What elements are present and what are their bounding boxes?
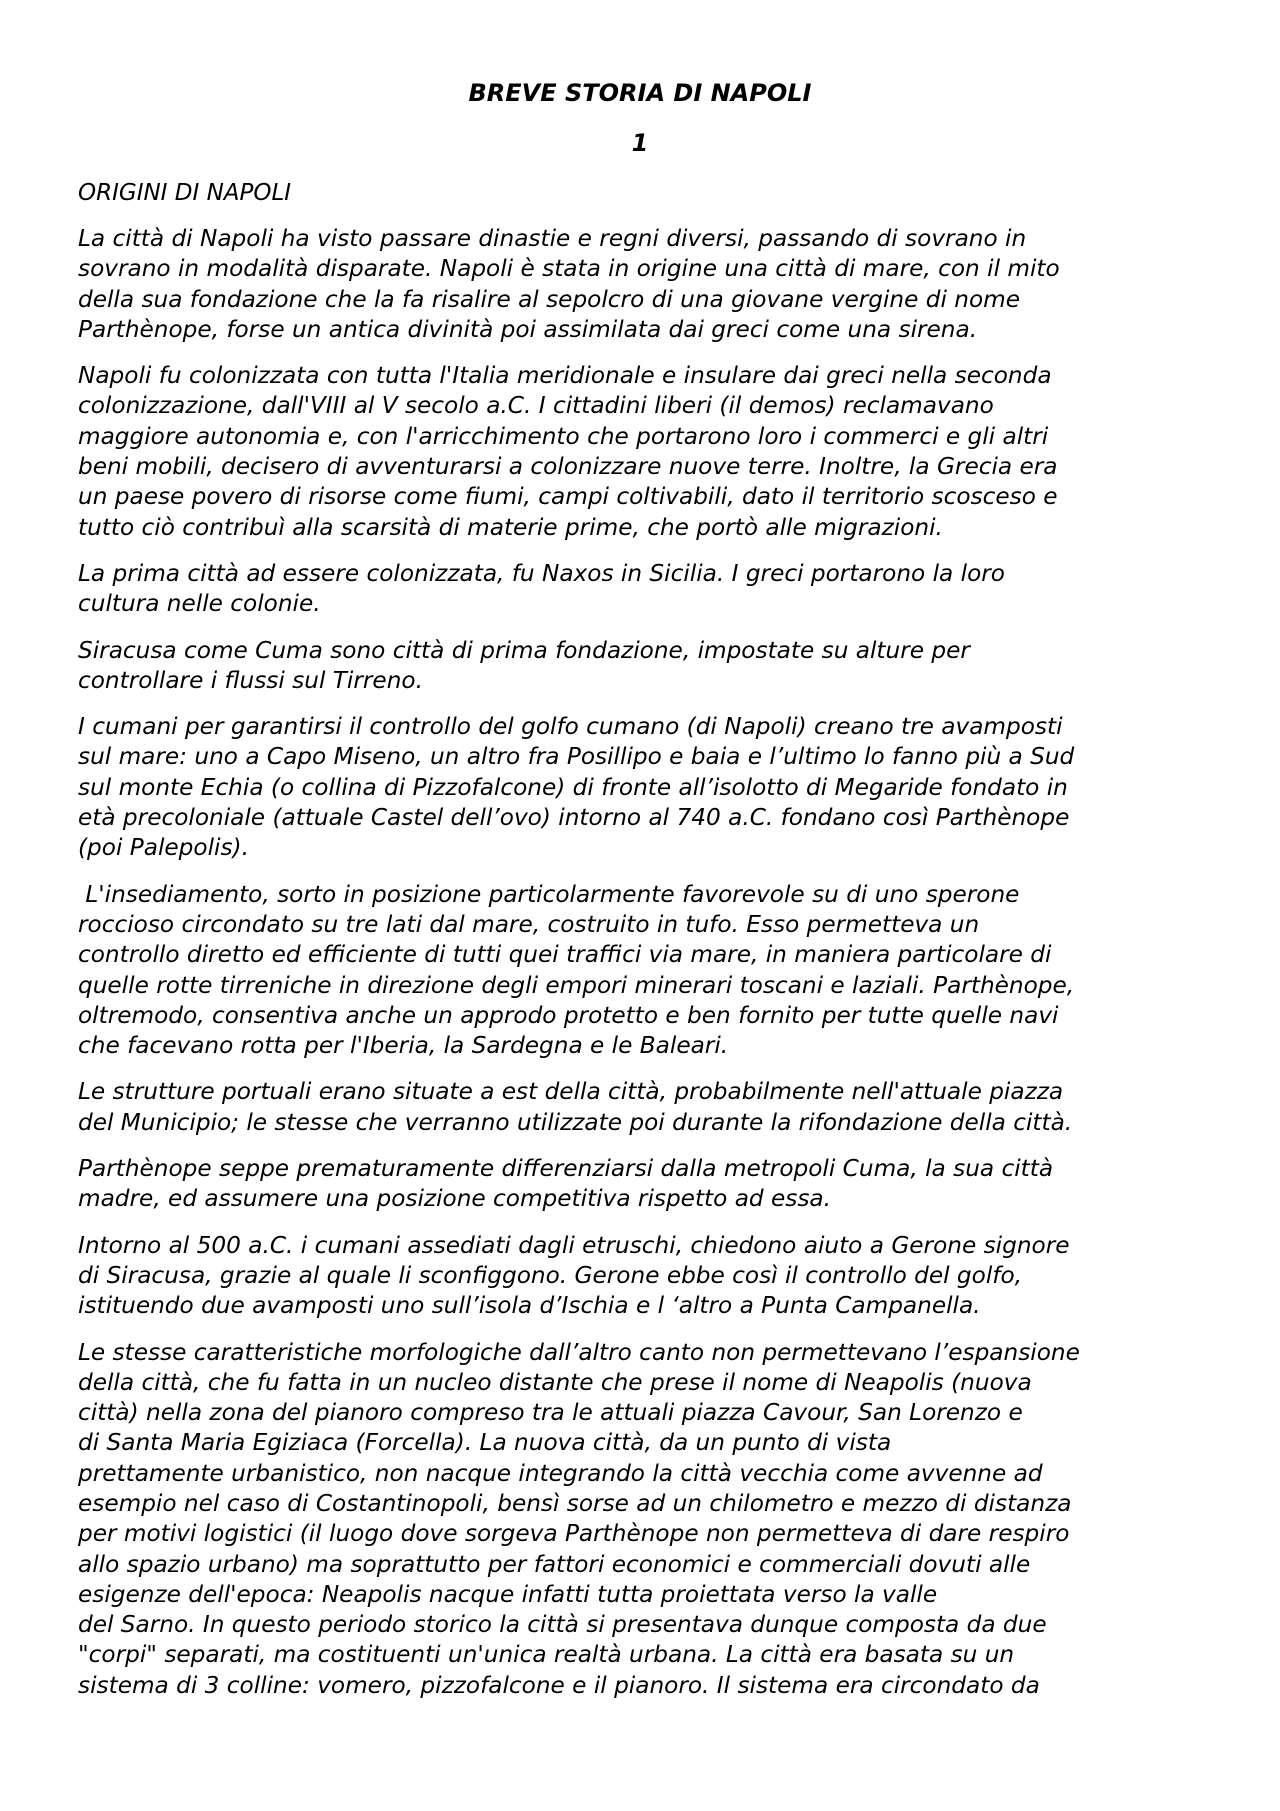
text-line: sul mare: uno a Capo Miseno, un altro fra Posillipo e baia e l’ultimo lo fanno più a Sud xyxy=(78,743,1075,771)
paragraph xyxy=(78,559,1208,620)
text-line: per motivi logistici (il luogo dove sorgeva Parthènope non permetteva di dare respiro xyxy=(78,1520,1070,1548)
text-line: I cumani per garantirsi il controllo del golfo cumano (di Napoli) creano tre avamposti xyxy=(78,713,1063,741)
text-line: controllare i flussi sul Tirreno. xyxy=(78,666,423,694)
text-line: cultura nelle colonie. xyxy=(78,590,321,618)
text-line: colonizzazione, dall'VIII al V secolo a.C. I cittadini liberi (il demos) reclamavano xyxy=(78,392,994,420)
text-line: tutto ciò contribuì alla scarsità di materie prime, che portò alle migrazioni. xyxy=(78,513,943,541)
text-line: della sua fondazione che la fa risalire al sepolcro di una giovane vergine di nome xyxy=(78,285,1021,313)
text-line: sistema di 3 colline: vomero, pizzofalcone e il pianoro. Il sistema era circondato da xyxy=(78,1671,1040,1699)
text-line: sul monte Echia (o collina di Pizzofalcone) di fronte all’isolotto di Megaride fondato in xyxy=(78,773,1068,801)
document-title: BREVE STORIA DI NAPOLI xyxy=(468,79,812,107)
text-line: Napoli fu colonizzata con tutta l'Italia meridionale e insulare dai greci nella seconda xyxy=(78,362,1052,390)
text-line: Parthènope, forse un antica divinità poi assimilata dai greci come una sirena. xyxy=(78,315,978,343)
text-line: Siracusa come Cuma sono città di prima fondazione, impostate su alture per xyxy=(78,636,970,664)
text-line: del Sarno. In questo periodo storico la città si presentava dunque composta da due xyxy=(78,1611,1047,1639)
text-line: età precoloniale (attuale Castel dell’ovo) intorno al 740 a.C. fondano così Parthènope xyxy=(78,804,1070,832)
text-line: istituendo due avamposti uno sull’isola d’Ischia e l ‘altro a Punta Campanella. xyxy=(78,1292,981,1320)
paragraph xyxy=(78,361,1208,543)
section-heading: ORIGINI DI NAPOLI xyxy=(78,180,292,206)
text-line: esigenze dell'epoca: Neapolis nacque infatti tutta proiettata verso la valle xyxy=(78,1580,938,1608)
text-line: Intorno al 500 a.C. i cumani assediati dagli etruschi, chiedono aiuto a Gerone signore xyxy=(78,1231,1070,1259)
paragraph xyxy=(78,636,1208,697)
paragraph xyxy=(78,1154,1208,1215)
text-line: di Siracusa, grazie al quale li sconfiggono. Gerone ebbe così il controllo del golfo, xyxy=(78,1261,1022,1289)
text-line: La prima città ad essere colonizzata, fu Naxos in Sicilia. I greci portarono la loro xyxy=(78,559,1005,587)
chapter-number: 1 xyxy=(631,129,649,157)
text-line: un paese povero di risorse come fiumi, campi coltivabili, dato il territorio scosceso e xyxy=(78,483,1058,511)
paragraph xyxy=(78,712,1208,863)
text-line: (poi Palepolis). xyxy=(78,834,249,862)
text-line: quelle rotte tirreniche in direzione degli empori minerari toscani e laziali. Parthènope, xyxy=(78,971,1075,999)
text-line: beni mobili, decisero di avventurarsi a colonizzare nuove terre. Inoltre, la Grecia era xyxy=(78,453,1058,481)
paragraph xyxy=(78,1338,1208,1702)
text-line: L'insediamento, sorto in posizione particolarmente favorevole su di uno sperone xyxy=(78,880,1020,908)
text-line: La città di Napoli ha visto passare dinastie e regni diversi, passando di sovrano in xyxy=(78,225,1027,252)
text-line: maggiore autonomia e, con l'arricchimento che portarono loro i commerci e gli altri xyxy=(78,422,1049,450)
text-line: esempio nel caso di Costantinopoli, bensì sorse ad un chilometro e mezzo di distanza xyxy=(78,1489,1072,1517)
text-line: della città, che fu fatta in un nucleo distante che prese il nome di Neapolis (nuova xyxy=(78,1368,1032,1396)
paragraph xyxy=(78,1231,1208,1322)
text-line: allo spazio urbano) ma soprattutto per fattori economici e commerciali dovuti alle xyxy=(78,1550,1031,1578)
text-line: che facevano rotta per l'Iberia, la Sardegna e le Baleari. xyxy=(78,1032,729,1060)
paragraph xyxy=(78,880,1208,1062)
text-line: controllo diretto ed efficiente di tutti quei traffici via mare, in maniera particolare di xyxy=(78,941,1052,969)
text-line: madre, ed assumere una posizione competitiva rispetto ad essa. xyxy=(78,1185,831,1213)
paragraph xyxy=(78,1077,1208,1138)
document-body xyxy=(78,178,1208,1717)
text-line: "corpi" separati, ma costituenti un'unica realtà urbana. La città era basata su un xyxy=(78,1641,1015,1669)
text-line: Parthènope seppe prematuramente differenziarsi dalla metropoli Cuma, la sua città xyxy=(78,1155,1054,1183)
paragraph xyxy=(78,224,1208,345)
text-line: città) nella zona del pianoro compreso tra le attuali piazza Cavour, San Lorenzo e xyxy=(78,1399,1023,1427)
text-line: Le strutture portuali erano situate a est della città, probabilmente nell'attuale piazza xyxy=(78,1078,1064,1106)
text-line: sovrano in modalità disparate. Napoli è stata in origine una città di mare, con il mito xyxy=(78,255,1060,283)
text-line: Le stesse caratteristiche morfologiche dall’altro canto non permettevano l’espansione xyxy=(78,1338,1080,1366)
text-line: prettamente urbanistico, non nacque integrando la città vecchia come avvenne ad xyxy=(78,1459,1043,1487)
text-line: roccioso circondato su tre lati dal mare, costruito in tufo. Esso permetteva un xyxy=(78,910,980,938)
text-line: del Municipio; le stesse che verranno utilizzate poi durante la rifondazione della città. xyxy=(78,1108,1073,1136)
text-line: oltremodo, consentiva anche un approdo protetto e ben fornito per tutte quelle navi xyxy=(78,1001,1059,1029)
text-line: di Santa Maria Egiziaca (Forcella). La nuova città, da un punto di vista xyxy=(78,1429,892,1457)
